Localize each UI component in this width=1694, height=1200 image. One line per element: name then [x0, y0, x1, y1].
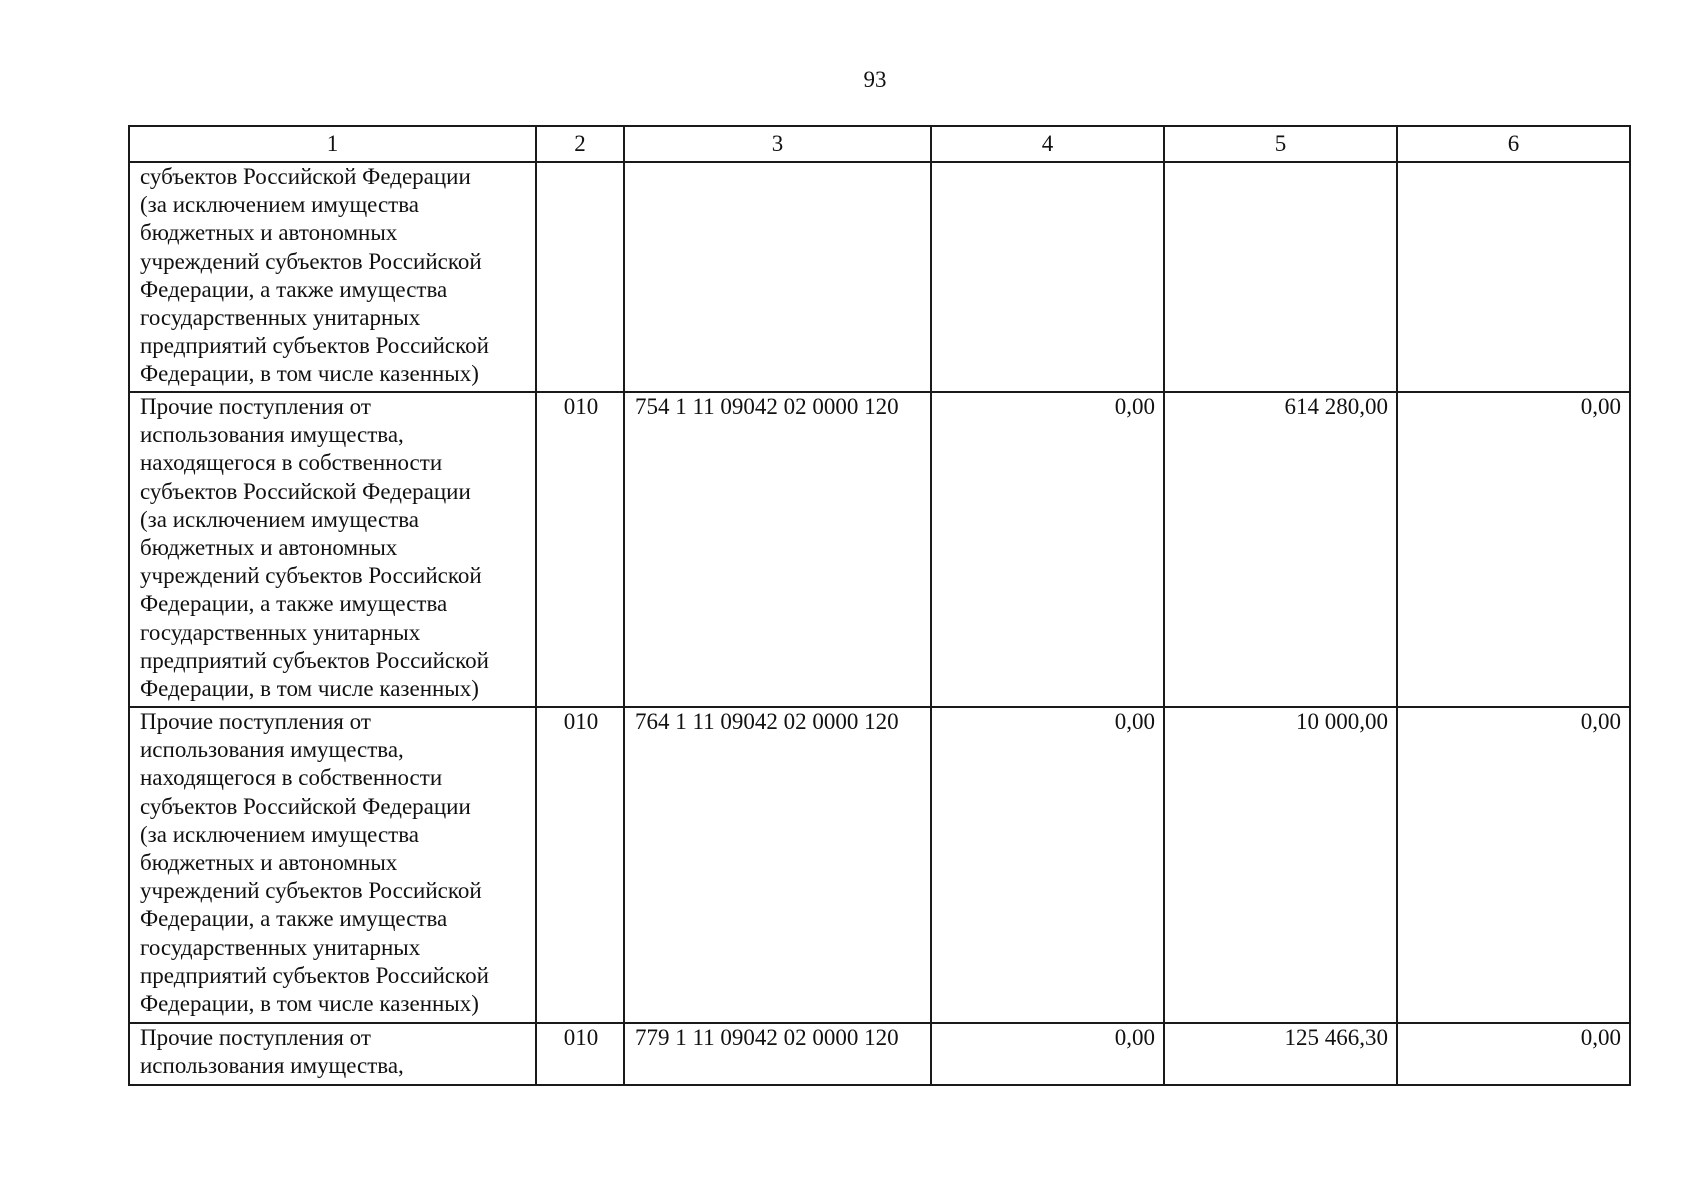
- row-value-col4: 0,00: [931, 392, 1164, 707]
- row-line-code: 010: [536, 1023, 624, 1085]
- column-header-6: 6: [1397, 126, 1630, 162]
- column-header-4: 4: [931, 126, 1164, 162]
- budget-table: [128, 125, 1631, 1086]
- row-description: Прочие поступления от использования имущества, находящегося в собственности субъектов Российской Федерации (за исключением имущества бюджетных и автономных учреждений субъектов Российской Федерации, а также имущества государственных унитарных предприятий субъектов Российской Федерации, в том числе казенных): [129, 707, 536, 1023]
- row-value-col4: [931, 162, 1164, 392]
- row-budget-code: [624, 162, 931, 392]
- row-value-col5: 10 000,00: [1164, 707, 1397, 1023]
- column-header-3: 3: [624, 126, 931, 162]
- row-value-col6: 0,00: [1397, 1023, 1630, 1085]
- row-value-col5: 614 280,00: [1164, 392, 1397, 707]
- row-value-col5: 125 466,30: [1164, 1023, 1397, 1085]
- table-row: [129, 707, 1630, 1023]
- row-description: Прочие поступления от использования имущества, находящегося в собственности субъектов Российской Федерации (за исключением имущества бюджетных и автономных учреждений субъектов Российской Федерации, а также имущества государственных унитарных предприятий субъектов Российской Федерации, в том числе казенных): [129, 392, 536, 707]
- page-number: 93: [863, 67, 887, 92]
- row-description: субъектов Российской Федерации (за исключением имущества бюджетных и автономных учреждений субъектов Российской Федерации, а также имущества государственных унитарных предприятий субъектов Российской Федерации, в том числе казенных): [129, 162, 536, 392]
- row-budget-code: 764 1 11 09042 02 0000 120: [624, 707, 931, 1023]
- column-header-2: 2: [536, 126, 624, 162]
- column-header-1: 1: [129, 126, 536, 162]
- row-line-code: [536, 162, 624, 392]
- row-line-code: 010: [536, 392, 624, 707]
- row-value-col4: 0,00: [931, 1023, 1164, 1085]
- row-budget-code: 754 1 11 09042 02 0000 120: [624, 392, 931, 707]
- row-line-code: 010: [536, 707, 624, 1023]
- row-value-col4: 0,00: [931, 707, 1164, 1023]
- row-value-col6: 0,00: [1397, 707, 1630, 1023]
- row-budget-code: 779 1 11 09042 02 0000 120: [624, 1023, 931, 1085]
- table-row: [129, 162, 1630, 392]
- row-value-col6: 0,00: [1397, 392, 1630, 707]
- table-header-row: [129, 126, 1630, 162]
- column-header-5: 5: [1164, 126, 1397, 162]
- table-row: [129, 392, 1630, 707]
- table-row: [129, 1023, 1630, 1085]
- row-description: Прочие поступления от использования имущества,: [129, 1023, 536, 1085]
- row-value-col6: [1397, 162, 1630, 392]
- row-value-col5: [1164, 162, 1397, 392]
